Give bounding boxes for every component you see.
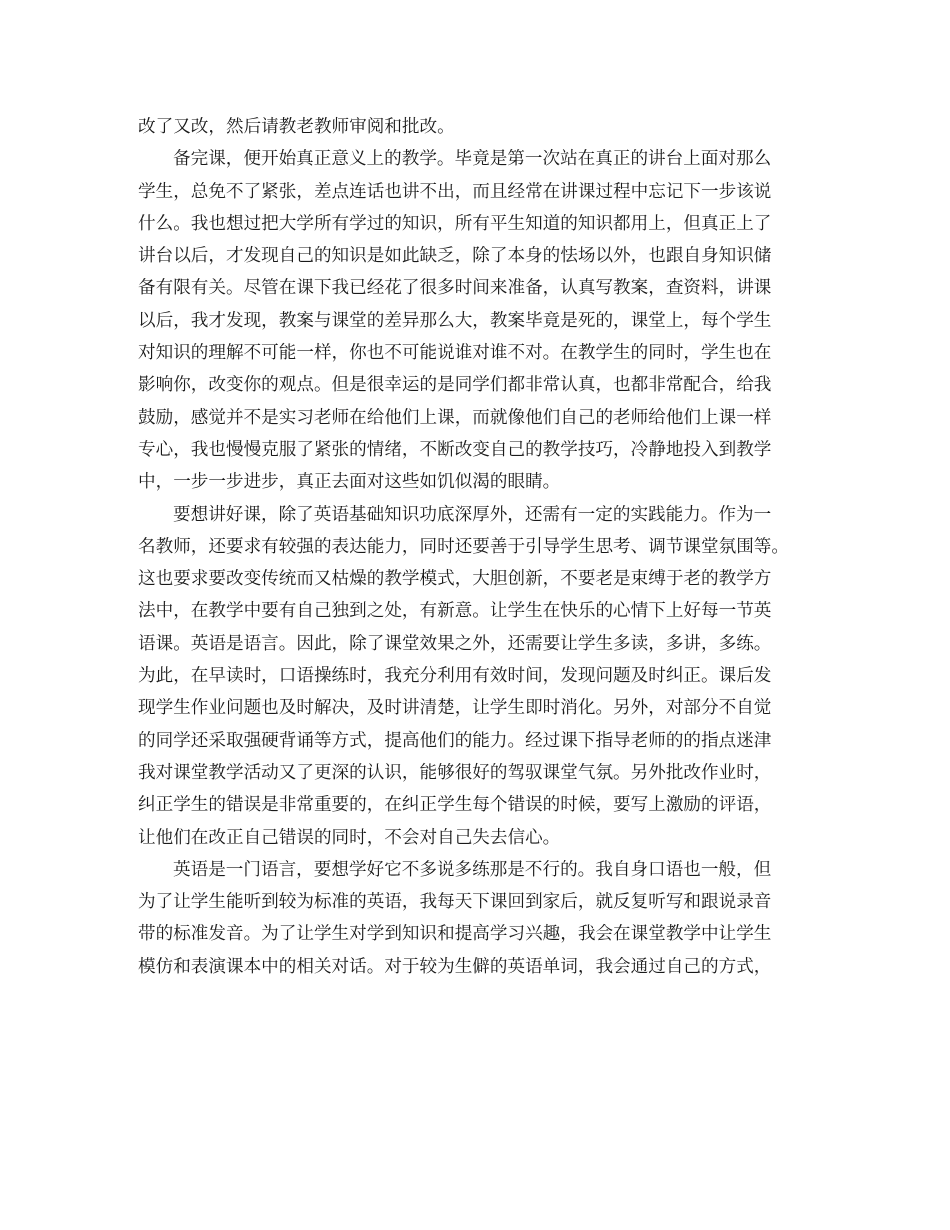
- paragraph: [138, 854, 818, 983]
- text-line: 什么。我也想过把大学所有学过的知识，所有平生知道的知识都用上，但真正上了: [138, 213, 772, 234]
- text-line: 备有限有关。尽管在课下我已经花了很多时间来准备，认真写教案，查资料，讲课: [138, 278, 772, 299]
- text-line: 中，一步一步进步，真正去面对这些如饥似渴的眼睛。: [138, 472, 561, 493]
- text-line: 让他们在改正自己错误的同时，不会对自己失去信心。: [138, 827, 561, 848]
- text-line: 现学生作业问题也及时解决，及时讲清楚，让学生即时消化。另外，对部分不自觉: [138, 698, 772, 719]
- text-line: 学生，总免不了紧张，差点连话也讲不出，而且经常在讲课过程中忘记下一步该说: [138, 181, 772, 202]
- document-body: [138, 111, 818, 983]
- text-line: 要想讲好课，除了英语基础知识功底深厚外，还需有一定的实践能力。作为一: [173, 504, 772, 525]
- paragraph: [138, 143, 818, 498]
- text-line: 模仿和表演课本中的相关对话。对于较为生僻的英语单词，我会通过自己的方式，: [138, 956, 772, 977]
- text-line: 名教师，还要求有较强的表达能力，同时还要善于引导学生思考、调节课堂氛围等。: [138, 536, 789, 557]
- text-line: 鼓励，感觉并不是实习老师在给他们上课，而就像他们自己的老师给他们上课一样: [138, 407, 772, 428]
- text-line: 这也要求要改变传统而又枯燥的教学模式，大胆创新，不要老是束缚于老的教学方: [138, 569, 772, 590]
- text-line: 英语是一门语言，要想学好它不多说多练那是不行的。我自身口语也一般，但: [173, 859, 772, 880]
- text-line: 带的标准发音。为了让学生对学到知识和提高学习兴趣，我会在课堂教学中让学生: [138, 924, 772, 945]
- paragraph: [138, 499, 818, 854]
- text-line: 备完课，便开始真正意义上的教学。毕竟是第一次站在真正的讲台上面对那么: [173, 149, 772, 170]
- text-line: 讲台以后，才发现自己的知识是如此缺乏，除了本身的怯场以外，也跟自身知识储: [138, 246, 772, 267]
- text-line: 法中，在教学中要有自己独到之处，有新意。让学生在快乐的心情下上好每一节英: [138, 601, 772, 622]
- text-line: 纠正学生的错误是非常重要的，在纠正学生每个错误的时候，要写上激励的评语，: [138, 795, 772, 816]
- text-line: 专心，我也慢慢克服了紧张的情绪，不断改变自己的教学技巧，冷静地投入到教学: [138, 439, 772, 460]
- text-line: 的同学还采取强硬背诵等方式，提高他们的能力。经过课下指导老师的的指点迷津: [138, 730, 772, 751]
- text-line: 语课。英语是语言。因此，除了课堂效果之外，还需要让学生多读，多讲，多练。: [138, 633, 772, 654]
- text-line: 为了让学生能听到较为标准的英语，我每天下课回到家后，就反复听写和跟说录音: [138, 892, 772, 913]
- paragraph: [138, 111, 818, 143]
- text-line: 为此，在早读时，口语操练时，我充分利用有效时间，发现问题及时纠正。课后发: [138, 666, 772, 687]
- text-line: 对知识的理解不可能一样，你也不可能说谁对谁不对。在教学生的同时，学生也在: [138, 343, 772, 364]
- text-line: 我对课堂教学活动又了更深的认识，能够很好的驾驭课堂气氛。另外批改作业时，: [138, 762, 772, 783]
- text-line: 影响你，改变你的观点。但是很幸运的是同学们都非常认真，也都非常配合，给我: [138, 375, 772, 396]
- text-line: 改了又改，然后请教老教师审阅和批改。: [138, 117, 455, 137]
- text-line: 以后，我才发现，教案与课堂的差异那么大，教案毕竟是死的，课堂上，每个学生: [138, 310, 772, 331]
